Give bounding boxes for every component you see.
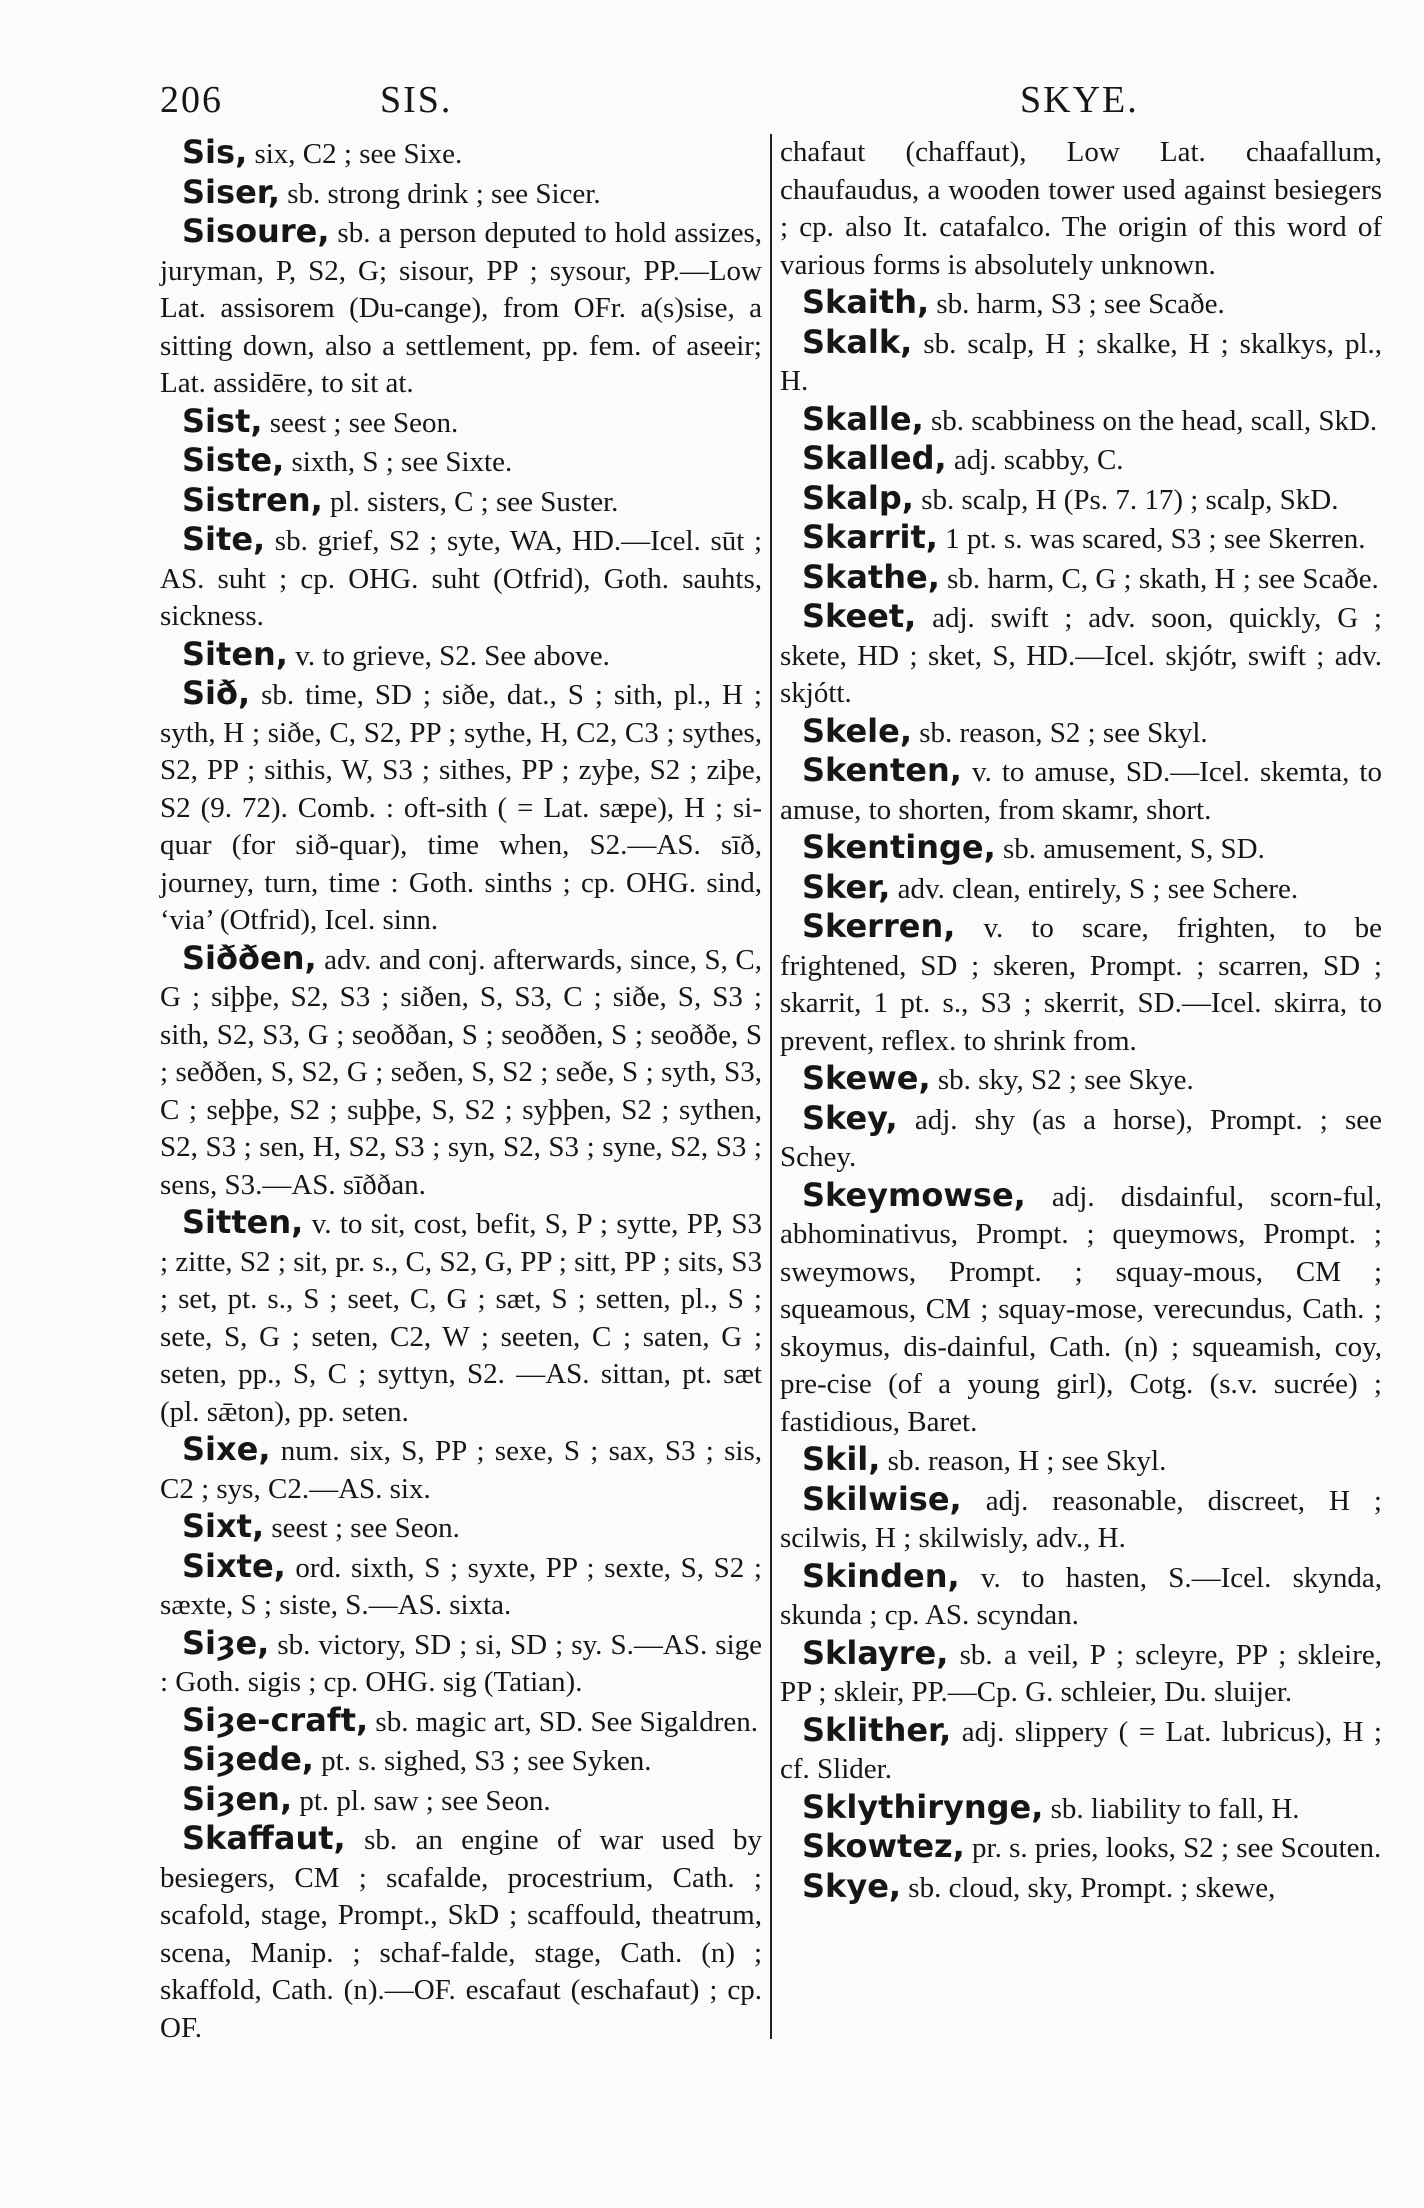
entry-definition: sb. reason, H ; see Skyl. xyxy=(880,1445,1167,1477)
entry-definition: 1 pt. s. was scared, S3 ; see Skerren. xyxy=(937,523,1366,555)
entry-definition: sb. reason, S2 ; see Skyl. xyxy=(912,716,1208,749)
entry-definition: chafaut (chaffaut), Low Lat. chaafallum, chaufaudus, a wooden tower used against besiegers ; cp. also It. catafalco. The origin of this word of various forms is absolutely unknown. xyxy=(780,136,1382,281)
dictionary-entry xyxy=(160,1702,762,1742)
entry-definition: sb. scalp, H (Ps. 7. 17) ; scalp, SkD. xyxy=(913,483,1339,516)
entry-definition: sb. harm, S3 ; see Scaðe. xyxy=(929,288,1225,320)
entry-headword: Skeymowse, xyxy=(802,1175,1026,1214)
entry-definition: adv. and conj. afterwards, since, S, C, G ; siþþe, S2, S3 ; siðen, S, S3, C ; siðe, S, S3 ; sith, S2, S3, G ; seoððan, S ; seoððen, S ; seoððe, S ; seððen, S, S2, G ; seðen, S, S2 ; seðe, S ; syth, S3, C ; seþþe, S2 ; suþþe, S, S2 ; syþþen, S2 ; sythen, S2, S3 ; sen, H, S2, S3 ; syn, S2, S3 ; syne, S2, S3 ; sens, S3.—AS. sīððan. xyxy=(160,943,762,1201)
dictionary-entry xyxy=(160,134,762,174)
right-column xyxy=(780,134,1382,1907)
dictionary-entry xyxy=(160,1508,762,1548)
dictionary-entry xyxy=(160,636,762,676)
dictionary-entry xyxy=(160,1741,762,1781)
entry-definition: sb. an engine of war used by besiegers, CM ; scafalde, procestrium, Cath. ; scafold, stage, Prompt., SkD ; scaffould, theatrum, scena, Manip. ; schaf-falde, stage, Cath. (n) ; skaffold, Cath. (n).—OF. escafaut (eschafaut) ; cp. OF. xyxy=(160,1824,762,2044)
entry-headword: Sitten, xyxy=(182,1203,304,1241)
entry-headword: Skalled, xyxy=(802,439,947,477)
entry-headword: Sið, xyxy=(182,674,251,712)
dictionary-entry xyxy=(780,829,1382,869)
entry-headword: Sixt, xyxy=(182,1507,265,1545)
column-divider xyxy=(770,134,772,2039)
entry-definition: sb. sky, S2 ; see Skye. xyxy=(930,1064,1194,1096)
entry-definition: pl. sisters, C ; see Suster. xyxy=(322,485,619,518)
entry-definition: sixth, S ; see Sixte. xyxy=(284,446,513,478)
entry-headword: Skentinge, xyxy=(802,828,996,866)
entry-definition: pt. pl. saw ; see Seon. xyxy=(292,1784,551,1817)
entry-headword: Sist, xyxy=(182,401,263,440)
entry-definition: adj. scabby, C. xyxy=(946,444,1124,476)
entry-headword: Skalk, xyxy=(802,322,913,361)
dictionary-entry xyxy=(780,519,1382,559)
dictionary-entry xyxy=(160,940,762,1205)
entry-definition: adv. clean, entirely, S ; see Schere. xyxy=(890,872,1299,905)
dictionary-entry xyxy=(160,442,762,482)
entry-definition: sb. harm, C, G ; skath, H ; see Scaðe. xyxy=(939,562,1379,595)
entry-headword: Skele, xyxy=(802,711,912,750)
entry-headword: Skarrit, xyxy=(802,518,938,556)
dictionary-entry xyxy=(780,1177,1382,1442)
entry-definition: sb. liability to fall, H. xyxy=(1043,1792,1300,1825)
entry-headword: Siten, xyxy=(182,634,288,673)
entry-headword: Skerren, xyxy=(802,907,956,945)
dictionary-entry xyxy=(160,403,762,443)
entry-headword: Sis, xyxy=(182,133,248,171)
dictionary-entry xyxy=(780,1789,1382,1829)
entry-headword: Siste, xyxy=(182,441,285,479)
entry-headword: Sixe, xyxy=(182,1430,271,1468)
entry-definition: adj. reasonable, discreet, H ; scilwis, H ; skilwisly, adv., H. xyxy=(780,1484,1382,1554)
dictionary-entry xyxy=(780,1100,1382,1177)
entry-definition: sb. time, SD ; siðe, dat., S ; sith, pl., H ; syth, H ; siðe, C, S2, PP ; sythe, H, C2, C3 ; sythes, S2, PP ; sithis, W, S3 ; sithes, PP ; zyþe, S2 ; ziþe, S2 (9. 72). Comb. : oft-sith ( = Lat. sæpe), H ; si-quar (for sið-quar), time when, S2.—AS. sīð, journey, turn, time : Goth. sinths ; cp. OHG. sind, ‘via’ (Otfrid), Icel. sinn. xyxy=(160,679,762,936)
entry-definition: sb. grief, S2 ; syte, WA, HD.—Icel. sūt ; AS. suht ; cp. OHG. suht (Otfrid), Goth. sauhts, sickness. xyxy=(160,525,762,632)
entry-definition: v. to sit, cost, befit, S, P ; sytte, PP, S3 ; zitte, S2 ; sit, pr. s., C, S2, G, PP ; sitt, PP ; sits, S3 ; set, pt. s., S ; seet, C, G ; sæt, S ; setten, pl., S ; sete, S, G ; seten, C2, W ; seeten, C ; saten, G ; seten, pp., S, C ; syttyn, S2. —AS. sittan, pt. sæt (pl. sǣton), pp. seten. xyxy=(160,1208,762,1428)
entry-headword: Skaffaut, xyxy=(182,1819,346,1857)
dictionary-entry xyxy=(780,1441,1382,1481)
dictionary-entry xyxy=(780,284,1382,324)
entry-definition: sb. magic art, SD. See Sigaldren. xyxy=(368,1705,758,1738)
entry-definition: pt. s. sighed, S3 ; see Syken. xyxy=(313,1745,652,1777)
dictionary-entry xyxy=(780,869,1382,909)
entry-headword: Skathe, xyxy=(802,557,940,596)
entry-headword: Siȝe-craft, xyxy=(182,1700,369,1739)
left-running-title: SIS. xyxy=(380,79,453,121)
entry-definition: ord. sixth, S ; syxte, PP ; sexte, S, S2 ; sæxte, S ; siste, S.—AS. sixta. xyxy=(160,1551,762,1621)
entry-headword: Skaith, xyxy=(802,283,930,321)
dictionary-entry xyxy=(780,598,1382,713)
entry-definition: v. to grieve, S2. See above. xyxy=(287,639,610,672)
entry-headword: Sixte, xyxy=(182,1546,286,1585)
entry-definition: v. to hasten, S.—Icel. skynda, skunda ; cp. AS. scyndan. xyxy=(780,1561,1382,1631)
entry-headword: Siȝede, xyxy=(182,1740,314,1778)
entry-definition: adj. disdainful, scorn-ful, abhominativus, Prompt. ; queymows, Prompt. ; sweymows, Prompt. ; squay-mous, CM ; squeamous, CM ; squay-mose, verecundus, Cath. ; skoymus, dis-dainful, Cath. (n) ; squeamish, coy, pre-cise (of a young girl), Cotg. (s.v. sucrée) ; fastidious, Baret. xyxy=(780,1180,1382,1438)
dictionary-entry xyxy=(160,1625,762,1702)
dictionary-entry xyxy=(160,1548,762,1625)
entry-definition: six, C2 ; see Sixe. xyxy=(247,138,463,170)
dictionary-entry xyxy=(160,213,762,403)
entry-definition: num. six, S, PP ; sexe, S ; sax, S3 ; sis, C2 ; sys, C2.—AS. six. xyxy=(160,1435,762,1505)
entry-definition: v. to scare, frighten, to be frightened, SD ; skeren, Prompt. ; scarren, SD ; skarrit, 1 pt. s., S3 ; skerrit, SD.—Icel. skirra, to prevent, reflex. to shrink from. xyxy=(780,912,1382,1057)
entry-definition: sb. cloud, sky, Prompt. ; skewe, xyxy=(901,1871,1276,1904)
right-running-title: SKYE. xyxy=(1020,79,1139,121)
entry-definition: seest ; see Seon. xyxy=(262,406,459,439)
dictionary-entry xyxy=(780,752,1382,829)
dictionary-entry xyxy=(160,1820,762,2047)
dictionary-entry xyxy=(780,1558,1382,1635)
dictionary-entry xyxy=(780,401,1382,441)
entry-definition: adj. shy (as a horse), Prompt. ; see Schey. xyxy=(780,1103,1382,1173)
entry-headword: Skeet, xyxy=(802,597,917,635)
entry-headword: Sklayre, xyxy=(802,1633,949,1672)
dictionary-entry xyxy=(780,1060,1382,1100)
page-header xyxy=(160,78,1380,128)
entry-headword: Sker, xyxy=(802,867,891,906)
dictionary-entry xyxy=(160,675,762,940)
entry-headword: Skenten, xyxy=(802,751,962,789)
dictionary-entry xyxy=(160,1204,762,1431)
dictionary-entry xyxy=(780,713,1382,753)
entry-headword: Skinden, xyxy=(802,1556,960,1595)
dictionary-entry xyxy=(780,480,1382,520)
entry-headword: Siððen, xyxy=(182,938,317,977)
entry-definition: sb. a veil, P ; scleyre, PP ; skleire, PP ; skleir, PP.—Cp. G. schleier, Du. sluijer. xyxy=(780,1638,1382,1708)
dictionary-entry xyxy=(160,482,762,522)
entry-headword: Skalle, xyxy=(802,399,924,438)
entry-definition: sb. strong drink ; see Sicer. xyxy=(280,177,601,210)
dictionary-entry xyxy=(160,1431,762,1508)
entry-headword: Skil, xyxy=(802,1440,881,1478)
left-column xyxy=(160,134,762,2047)
entry-headword: Site, xyxy=(182,520,266,558)
entry-definition: sb. scalp, H ; skalke, H ; skalkys, pl., H. xyxy=(780,327,1382,397)
dictionary-entry xyxy=(780,1635,1382,1712)
dictionary-entry xyxy=(780,1481,1382,1558)
entry-headword: Skye, xyxy=(802,1866,902,1905)
dictionary-entry xyxy=(780,440,1382,480)
page-number: 206 xyxy=(160,79,223,121)
dictionary-entry xyxy=(780,1712,1382,1789)
entry-headword: Siȝen, xyxy=(182,1779,293,1818)
dictionary-entry xyxy=(780,908,1382,1060)
entry-headword: Siȝe, xyxy=(182,1623,270,1662)
entry-headword: Skey, xyxy=(802,1098,898,1137)
entry-definition: adj. slippery ( = Lat. lubricus), H ; cf. Slider. xyxy=(780,1715,1382,1785)
entry-headword: Siser, xyxy=(182,172,280,211)
entry-definition: pr. s. pries, looks, S2 ; see Scouten. xyxy=(964,1832,1382,1864)
dictionary-entry xyxy=(780,324,1382,401)
entry-headword: Skowtez, xyxy=(802,1827,965,1865)
entry-definition: seest ; see Seon. xyxy=(264,1512,460,1544)
dictionary-entry xyxy=(160,174,762,214)
dictionary-entry xyxy=(780,134,1382,284)
dictionary-entry xyxy=(780,1828,1382,1868)
entry-definition: sb. scabbiness on the head, scall, SkD. xyxy=(923,404,1378,437)
entry-headword: Sisoure, xyxy=(182,212,330,250)
dictionary-entry xyxy=(160,521,762,636)
entry-definition: sb. victory, SD ; si, SD ; sy. S.—AS. sige : Goth. sigis ; cp. OHG. sig (Tatian). xyxy=(160,1628,762,1698)
entry-definition: sb. a person deputed to hold assizes, juryman, P, S2, G; sisour, PP ; sysour, PP.—Low Lat. assisorem (Du-cange), from OFr. a(s)sise, a sitting down, also a settlement, pp. fem. of aseeir; Lat. assidēre, to sit at. xyxy=(160,217,762,399)
dictionary-entry xyxy=(160,1781,762,1821)
entry-headword: Sistren, xyxy=(182,480,323,519)
dictionary-entry xyxy=(780,1868,1382,1908)
entry-definition: v. to amuse, SD.—Icel. skemta, to amuse, to shorten, from skamr, short. xyxy=(780,756,1382,826)
entry-headword: Skewe, xyxy=(802,1059,931,1097)
entry-headword: Sklither, xyxy=(802,1710,952,1749)
entry-headword: Skilwise, xyxy=(802,1479,962,1518)
entry-headword: Sklythiryngе, xyxy=(802,1787,1044,1826)
entry-definition: adj. swift ; adv. soon, quickly, G ; skete, HD ; sket, S, HD.—Icel. skjótr, swift ; adv. skjótt. xyxy=(780,602,1382,709)
entry-definition: sb. amusement, S, SD. xyxy=(995,833,1265,865)
entry-headword: Skalp, xyxy=(802,478,914,517)
dictionary-entry xyxy=(780,559,1382,599)
